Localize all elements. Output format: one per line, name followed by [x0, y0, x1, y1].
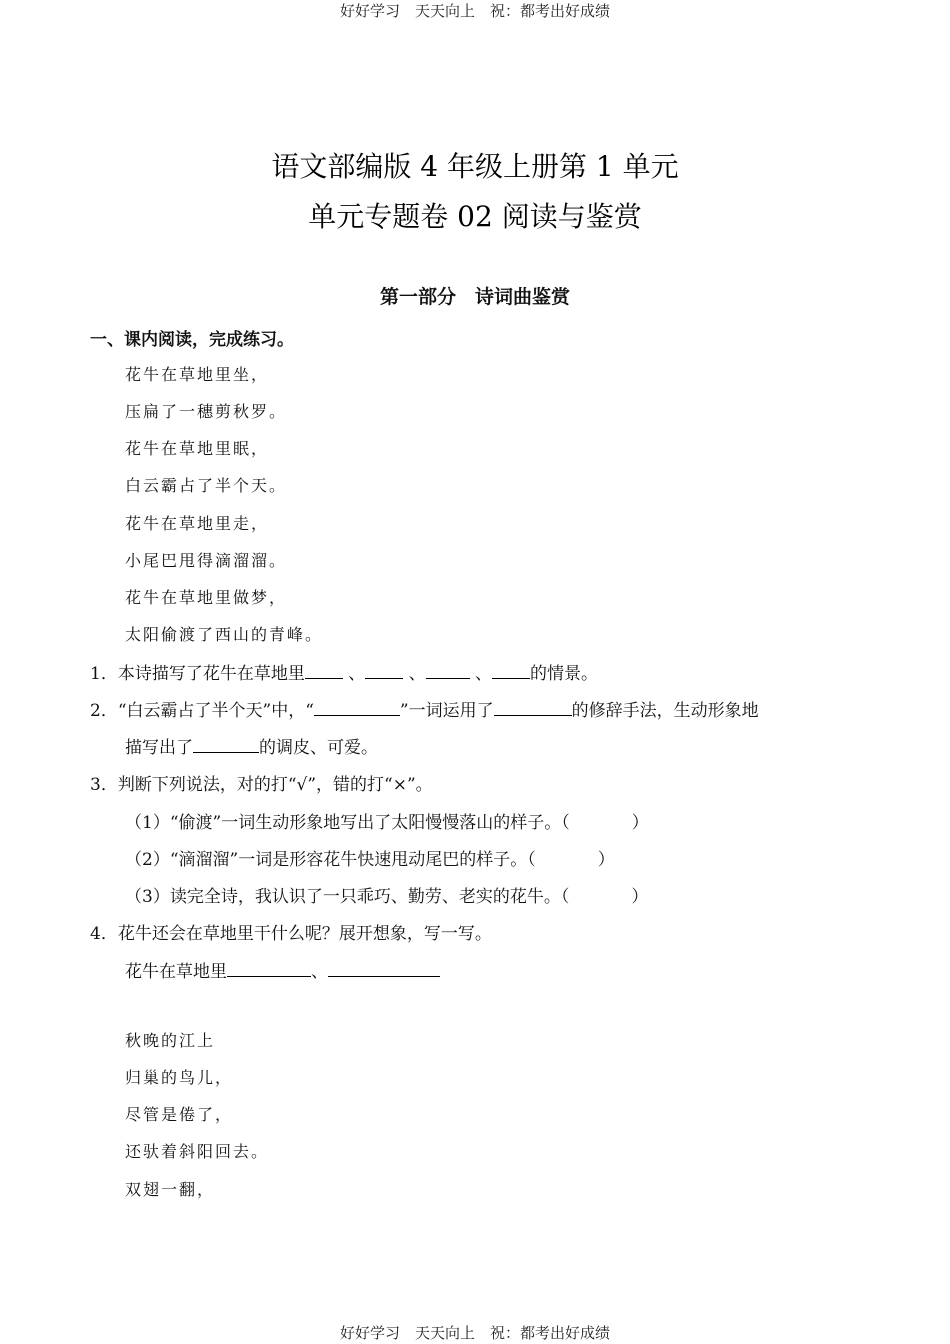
- answer-blank[interactable]: [193, 734, 259, 753]
- separator: 、: [408, 664, 426, 684]
- question-number: 2．: [90, 701, 118, 721]
- question-text: ”一词运用了: [399, 701, 494, 721]
- poem-line: 尽管是倦了，: [125, 1105, 234, 1124]
- poem-line: 花牛在草地里眠，: [125, 439, 270, 458]
- question-text: 的调皮、可爱。: [259, 738, 378, 758]
- question-number: 3．: [90, 775, 118, 795]
- answer-blank[interactable]: [328, 958, 440, 977]
- answer-blank[interactable]: [314, 697, 400, 716]
- poem-line: 太阳偷渡了西山的青峰。: [125, 625, 324, 644]
- question-text: “白云霸占了半个天”中，“: [117, 701, 314, 721]
- question-2-cont: [125, 733, 378, 758]
- poem-line: 归巢的鸟儿，: [125, 1068, 234, 1087]
- answer-blank[interactable]: [305, 660, 343, 679]
- answer-blank[interactable]: [492, 660, 530, 679]
- question-text: 描写出了: [125, 738, 193, 758]
- answer-blank[interactable]: [227, 958, 311, 977]
- poem-line: 小尾巴甩得滴溜溜。: [125, 551, 288, 570]
- poem-line: 秋晚的江上: [125, 1031, 216, 1050]
- question-number: 4．: [90, 924, 118, 944]
- close-paren: ）: [631, 813, 649, 833]
- poem-line: 花牛在草地里坐，: [125, 365, 270, 384]
- close-paren: ）: [597, 850, 615, 870]
- page-footer: 好好学习 天天向上 祝：都考出好成绩: [339, 1324, 610, 1342]
- question-4: [90, 919, 492, 944]
- question-number: 1．: [90, 664, 118, 684]
- section-heading: 一、课内阅读，完成练习。: [90, 330, 294, 350]
- judge-item: [125, 845, 615, 870]
- doc-subtitle: 单元专题卷 02 阅读与鉴赏: [308, 200, 642, 233]
- doc-title: 语文部编版 4 年级上册第 1 单元: [271, 150, 679, 183]
- question-2: [90, 696, 759, 721]
- question-text: 的修辞手法，生动形象地: [571, 701, 759, 721]
- answer-blank[interactable]: [365, 660, 403, 679]
- question-text: 本诗描写了花牛在草地里: [117, 664, 305, 684]
- poem-line: 花牛在草地里走，: [125, 514, 270, 533]
- question-text: 花牛在草地里: [125, 962, 227, 982]
- poem-line: 压扁了一穗剪秋罗。: [125, 402, 288, 421]
- question-text: 花牛还会在草地里干什么呢？展开想象，写一写。: [117, 924, 492, 944]
- separator: 、: [475, 664, 493, 684]
- judge-text: （1）“偷渡”一词生动形象地写出了太阳慢慢落山的样子。（: [125, 813, 570, 833]
- judge-text: （3）读完全诗，我认识了一只乖巧、勤劳、老实的花牛。（: [125, 887, 570, 907]
- question-text: 的情景。: [530, 664, 599, 684]
- question-4-answer: [125, 957, 440, 982]
- poem-line: 花牛在草地里做梦，: [125, 588, 288, 607]
- page-header: 好好学习 天天向上 祝：都考出好成绩: [339, 2, 610, 20]
- separator: 、: [311, 962, 328, 982]
- poem-line: 还驮着斜阳回去。: [125, 1142, 270, 1161]
- judge-item: [125, 808, 649, 833]
- question-1: [90, 659, 598, 684]
- poem-line: 白云霸占了半个天。: [125, 476, 288, 495]
- question-3: [90, 770, 433, 795]
- answer-blank[interactable]: [494, 697, 572, 716]
- separator: 、: [348, 664, 366, 684]
- part-title: 第一部分 诗词曲鉴赏: [379, 286, 570, 308]
- judge-item: [125, 882, 648, 907]
- answer-blank[interactable]: [426, 660, 470, 679]
- judge-text: （2）“滴溜溜”一词是形容花牛快速甩动尾巴的样子。（: [125, 850, 536, 870]
- close-paren: ）: [631, 887, 649, 907]
- poem-line: 双翅一翻，: [125, 1180, 216, 1199]
- question-text: 判断下列说法，对的打“√”，错的打“×”。: [117, 775, 433, 795]
